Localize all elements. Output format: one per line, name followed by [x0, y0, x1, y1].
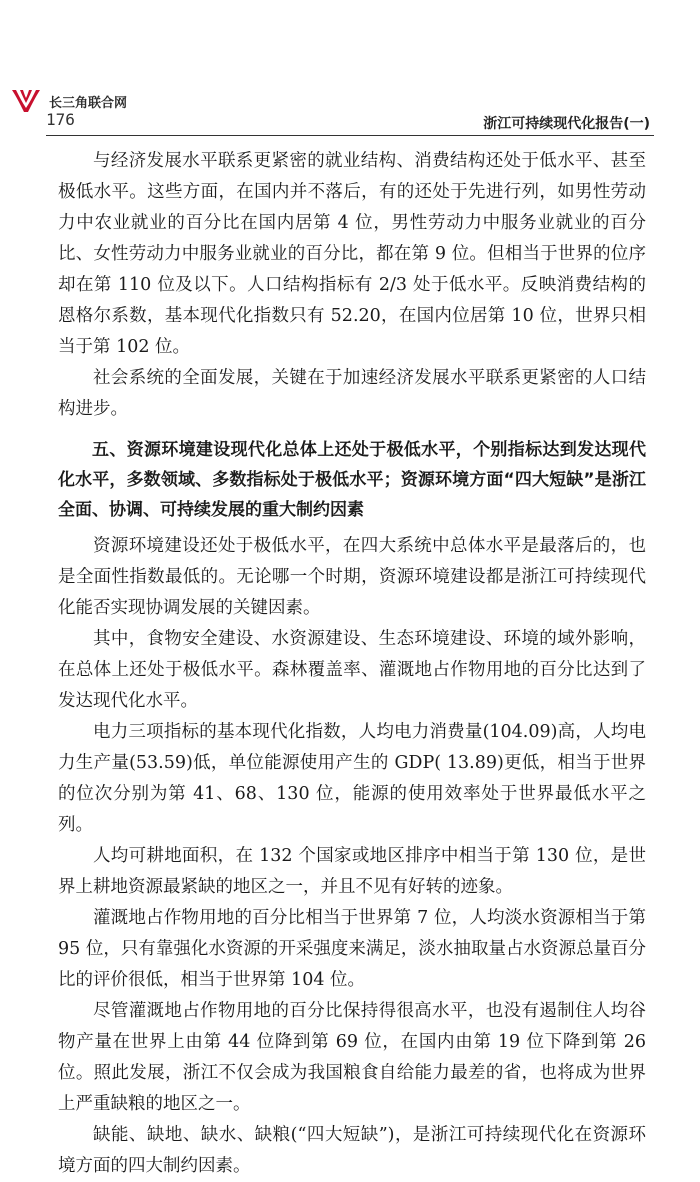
paragraph: 人均可耕地面积，在 132 个国家或地区排序中相当于第 130 位，是世界上耕地资源最紧缺的地区之一，并且不见有好转的迹象。	[58, 846, 646, 897]
page-body	[58, 146, 646, 1182]
paragraph: 资源环境建设还处于极低水平，在四大系统中总体水平是最落后的，也是全面性指数最低的。无论哪一个时期，资源环境建设都是浙江可持续现代化能否实现协调发展的关键因素。	[58, 536, 646, 618]
running-head: 浙江可持续现代化报告(一)	[483, 116, 650, 132]
paragraph: 社会系统的全面发展，关键在于加速经济发展水平联系更紧密的人口结构进步。	[58, 368, 646, 419]
logo-text: 长三角联合网	[49, 95, 128, 111]
paragraph: 缺能、缺地、缺水、缺粮(“四大短缺”)，是浙江可持续现代化在资源环境方面的四大制约因素。	[58, 1125, 646, 1176]
section-heading: 五、资源环境建设现代化总体上还处于极低水平，个别指标达到发达现代化水平，多数领域、多数指标处于极低水平；资源环境方面“四大短缺”是浙江全面、协调、可持续发展的重大制约因素	[58, 440, 646, 520]
header-divider	[46, 135, 654, 136]
paragraph: 尽管灌溉地占作物用地的百分比保持得很高水平，也没有遏制住人均谷物产量在世界上由第 44 位降到第 69 位，在国内由第 19 位下降到第 26 位。照此发展，浙江不仅会成为我国粮食自给能力最差的省，也将成为世界上严重缺粮的地区之一。	[58, 1001, 646, 1114]
logo-mark-icon	[6, 86, 46, 116]
paragraph: 其中，食物安全建设、水资源建设、生态环境建设、环境的域外影响，在总体上还处于极低水平。森林覆盖率、灌溉地占作物用地的百分比达到了发达现代化水平。	[58, 629, 646, 711]
paragraph: 与经济发展水平联系更紧密的就业结构、消费结构还处于低水平、甚至极低水平。这些方面，在国内并不落后，有的还处于先进行列，如男性劳动力中农业就业的百分比在国内居第 4 位，男性劳动力中服务业就业的百分比、女性劳动力中服务业就业的百分比，都在第 9 位。但相当于世界的位序却在第 110 位及以下。人口结构指标有 2/3 处于低水平。反映消费结构的恩格尔系数，基本现代化指数只有 52.20，在国内位居第 10 位，世界只相当于第 102 位。	[58, 151, 646, 357]
paragraph: 电力三项指标的基本现代化指数，人均电力消费量(104.09)高，人均电力生产量(53.59)低，单位能源使用产生的 GDP( 13.89)更低，相当于世界的位次分别为第 41、68、130 位，能源的使用效率处于世界最低水平之列。	[58, 722, 646, 835]
paragraph: 灌溉地占作物用地的百分比相当于世界第 7 位，人均淡水资源相当于第 95 位，只有靠强化水资源的开采强度来满足，淡水抽取量占水资源总量百分比的评价很低，相当于世界第 104 位。	[58, 908, 646, 990]
page-number: 176	[46, 110, 75, 129]
